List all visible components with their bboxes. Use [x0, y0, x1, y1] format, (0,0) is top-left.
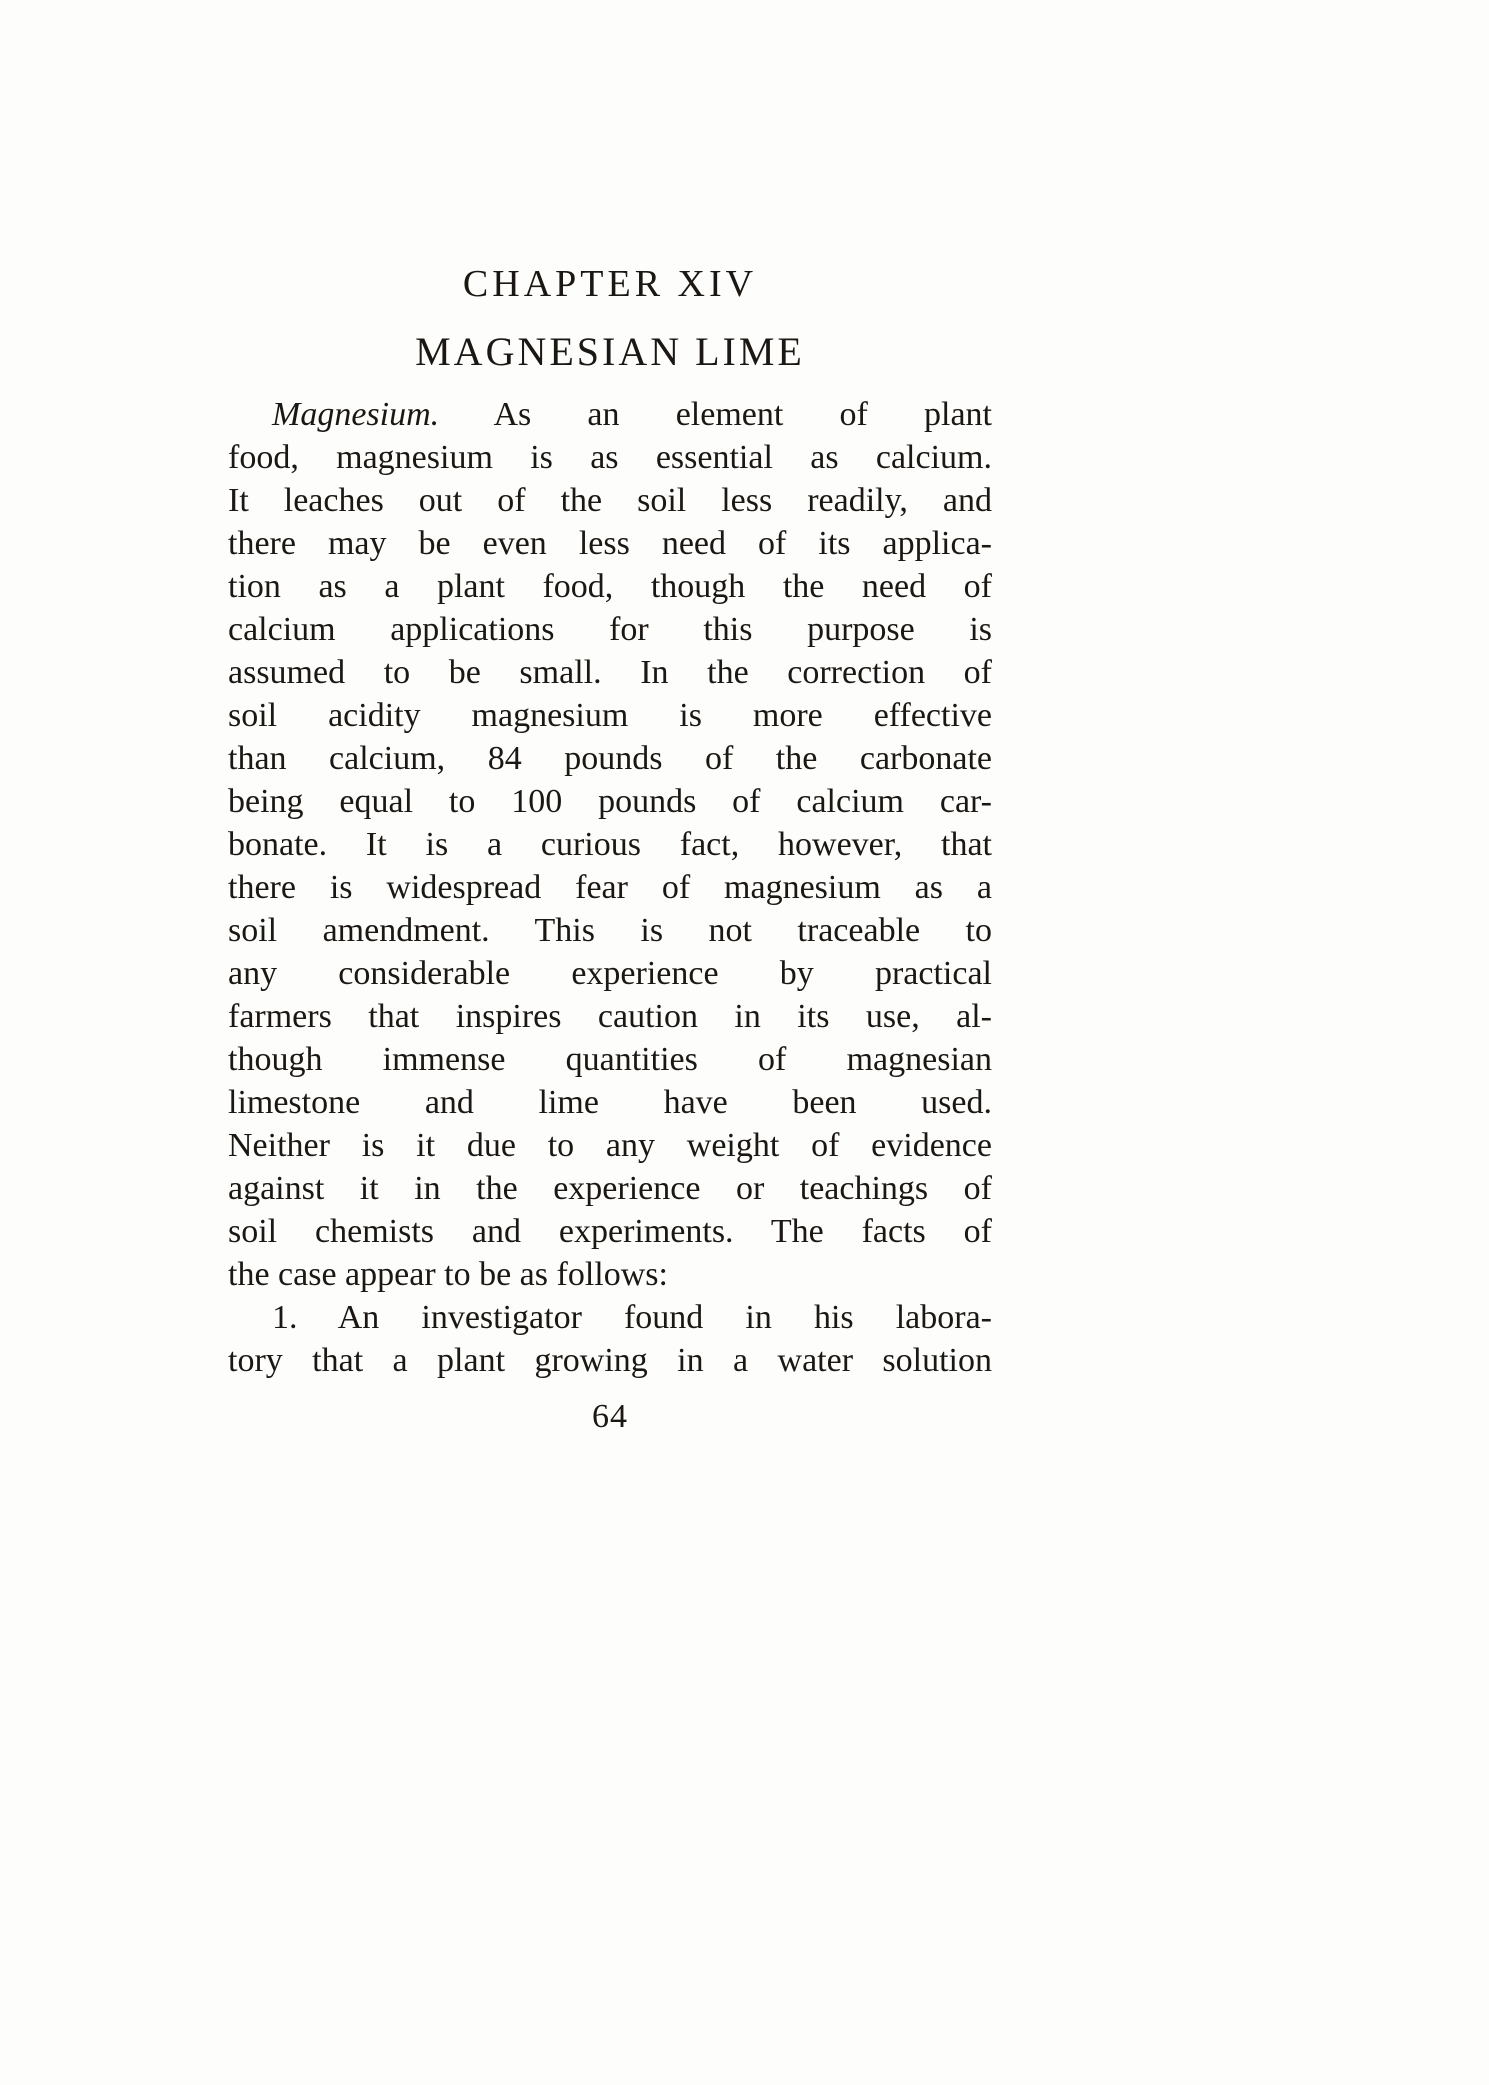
text-line: soil chemists and experiments. The facts of: [228, 1213, 992, 1250]
text-line: tion as a plant food, though the need of: [228, 568, 992, 605]
text-line: It leaches out of the soil less readily, and: [228, 482, 992, 519]
text-line: than calcium, 84 pounds of the carbonate: [228, 740, 992, 777]
text-line: being equal to 100 pounds of calcium car-: [228, 783, 992, 820]
text-line: calcium applications for this purpose is: [228, 611, 992, 648]
text-line: though immense quantities of magnesian: [228, 1041, 992, 1078]
text-line: food, magnesium is as essential as calcium.: [228, 439, 992, 476]
text-line: Magnesium. As an element of plant: [272, 396, 992, 433]
text-line: limestone and lime have been used.: [228, 1084, 992, 1121]
text-line: tory that a plant growing in a water solution: [228, 1342, 992, 1379]
page-title: MAGNESIAN LIME: [415, 329, 805, 374]
text-line: soil amendment. This is not traceable to: [228, 912, 992, 949]
text-line: farmers that inspires caution in its use, al-: [228, 998, 992, 1035]
chapter-heading: CHAPTER XIV: [462, 263, 758, 305]
text-line: there may be even less need of its applica-: [228, 525, 992, 562]
italic-lead-word: Magnesium.: [272, 396, 440, 433]
page-number: 64: [592, 1398, 628, 1435]
body-text: [228, 393, 992, 1382]
text-column: [228, 262, 992, 1436]
text-line: 1. An investigator found in his labora-: [272, 1299, 992, 1336]
text-line: against it in the experience or teachings of: [228, 1170, 992, 1207]
text-line: bonate. It is a curious fact, however, that: [228, 826, 992, 863]
text-line: soil acidity magnesium is more effective: [228, 697, 992, 734]
text-line: any considerable experience by practical: [228, 955, 992, 992]
text-line: assumed to be small. In the correction of: [228, 654, 992, 691]
text-line: the case appear to be as follows:: [228, 1256, 668, 1293]
text-line: Neither is it due to any weight of evidence: [228, 1127, 992, 1164]
text-line: there is widespread fear of magnesium as a: [228, 869, 992, 906]
